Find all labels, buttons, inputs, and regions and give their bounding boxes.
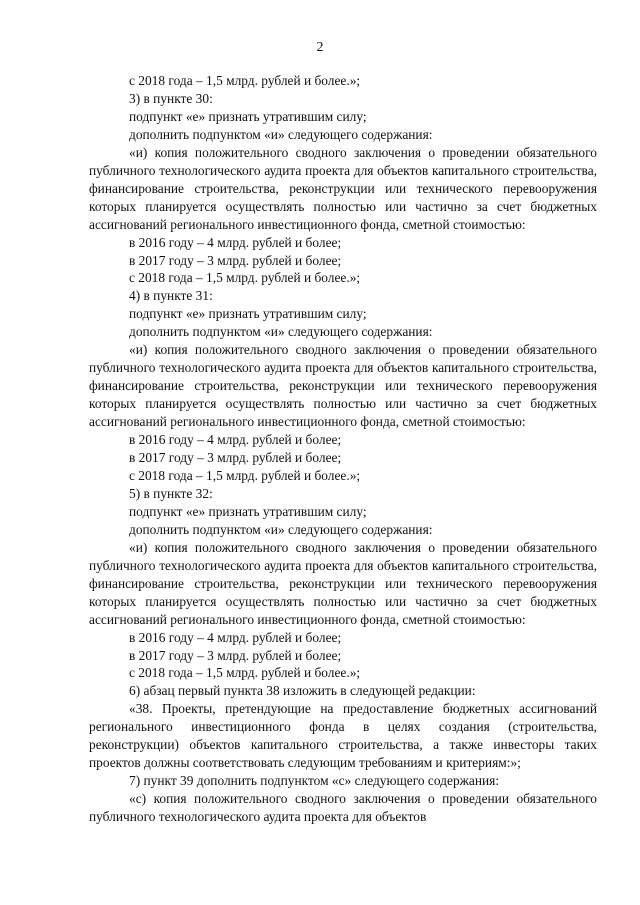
paragraph: «и) копия положительного сводного заключения о проведении обязательного публичного технологического аудита проекта для объектов капитального строительства, финансирование строительства, реконструкции или технического перевооружения которых планируется осуществлять полностью или частично за счет бюджетных ассигнований регионального инвестиционного фонда, сметной стоимостью: [89, 144, 597, 232]
paragraph: 6) абзац первый пункта 38 изложить в следующей редакции: [129, 683, 476, 699]
document-body [89, 72, 597, 826]
paragraph: с 2018 года – 1,5 млрд. рублей и более.»; [129, 665, 361, 681]
paragraph: с 2018 года – 1,5 млрд. рублей и более.»; [129, 467, 361, 483]
paragraph: «с) копия положительного сводного заключения о проведении обязательного публичного технологического аудита проекта для объектов [89, 791, 597, 825]
paragraph: с 2018 года – 1,5 млрд. рублей и более.»; [129, 270, 361, 286]
paragraph: в 2016 году – 4 млрд. рублей и более; [129, 629, 342, 645]
paragraph: 5) в пункте 32: [129, 485, 213, 501]
paragraph: 3) в пункте 30: [129, 90, 213, 106]
paragraph: «и) копия положительного сводного заключения о проведении обязательного публичного технологического аудита проекта для объектов капитального строительства, финансирование строительства, реконструкции или технического перевооружения которых планируется осуществлять полностью или частично за счет бюджетных ассигнований регионального инвестиционного фонда, сметной стоимостью: [89, 342, 597, 430]
page-number: 2 [316, 40, 324, 55]
paragraph: 4) в пункте 31: [129, 288, 213, 304]
paragraph: дополнить подпунктом «и» следующего содержания: [129, 324, 433, 340]
paragraph: с 2018 года – 1,5 млрд. рублей и более.»; [129, 73, 361, 88]
paragraph: в 2017 году – 3 млрд. рублей и более; [129, 252, 342, 268]
paragraph: подпункт «е» признать утратившим силу; [129, 306, 367, 322]
paragraph: дополнить подпунктом «и» следующего содержания: [129, 126, 433, 142]
paragraph: подпункт «е» признать утратившим силу; [129, 108, 367, 124]
paragraph: «и) копия положительного сводного заключения о проведении обязательного публичного технологического аудита проекта для объектов капитального строительства, финансирование строительства, реконструкции или технического перевооружения которых планируется осуществлять полностью или частично за счет бюджетных ассигнований регионального инвестиционного фонда, сметной стоимостью: [89, 539, 597, 627]
paragraph: «38. Проекты, претендующие на предоставление бюджетных ассигнований регионального инвестиционного фонда в целях создания (строительства, реконструкции) объектов капитального строительства, а также инвесторы таких проектов должны соответствовать следующим требованиям и критериям:»; [89, 701, 597, 771]
paragraph: дополнить подпунктом «и» следующего содержания: [129, 521, 433, 537]
paragraph: в 2016 году – 4 млрд. рублей и более; [129, 432, 342, 448]
paragraph: в 2017 году – 3 млрд. рублей и более; [129, 647, 342, 663]
paragraph: подпункт «е» признать утратившим силу; [129, 503, 367, 519]
paragraph: в 2016 году – 4 млрд. рублей и более; [129, 234, 342, 250]
paragraph: в 2017 году – 3 млрд. рублей и более; [129, 450, 342, 466]
paragraph: 7) пункт 39 дополнить подпунктом «с» следующего содержания: [129, 773, 500, 789]
